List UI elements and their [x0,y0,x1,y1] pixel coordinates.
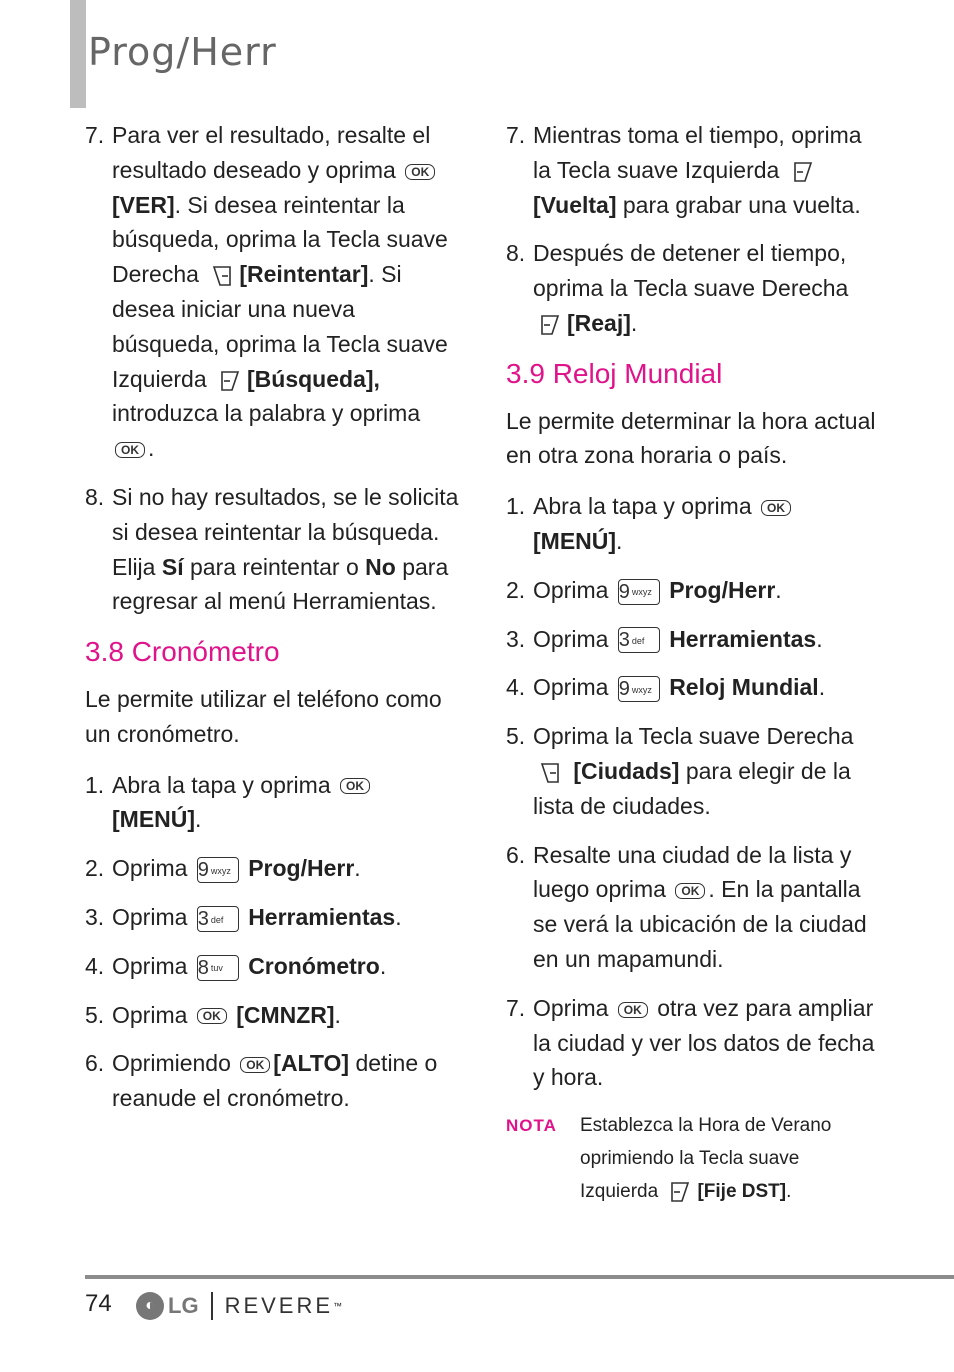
key-9-icon: 9 wxyz [197,857,239,883]
cron-step-6: 6. Oprimiendo OK [ALTO] detine o reanude el cronómetro. [85,1050,438,1112]
header-bar [70,0,86,108]
ok-key-icon: OK [115,442,145,458]
ok-key-icon: OK [618,1002,648,1018]
cron-step-2: 2. Oprima 9 wxyz Prog/Herr. [85,855,361,882]
cron-step-1: 1. Abra la tapa y oprima OK [MENÚ]. [85,768,460,838]
reloj-step-1: 1. Abra la tapa y oprima OK [MENÚ]. [506,489,876,559]
reloj-step-2: 2. Oprima 9 wxyz Prog/Herr. [506,576,782,603]
ok-key-icon: OK [197,1008,227,1024]
brand-logo [136,1289,342,1323]
key-9-icon: 9 wxyz [618,676,660,702]
lg-logo-text: LG [168,1293,199,1318]
section-title-cronometro: 3.8 Cronómetro [85,636,280,668]
left-column [85,118,460,1130]
left-soft-key-icon [219,370,241,392]
key-3-icon: 3 def [197,906,239,932]
ok-key-icon: OK [675,883,705,899]
right-soft-key-icon [211,265,233,287]
logo-separator [211,1292,213,1320]
cron-step-5: 5. Oprima OK [CMNZR]. [85,1001,341,1028]
note-block: NOTA Establezca la Hora de Verano oprimiendo la Tecla suave Izquierda [Fije DST]. [506,1109,876,1208]
key-9-icon: 9 wxyz [618,579,660,605]
left-soft-key-icon [792,161,814,183]
lg-logo-icon: ◐ [136,1292,164,1320]
right-soft-key-icon [539,762,561,784]
right-step-7: 7. Mientras toma el tiempo, oprima la Tecla suave Izquierda [Vuelta] para grabar una vuelta. [506,122,862,218]
cron-step-4: 4. Oprima 8 tuv Cronómetro. [85,952,387,979]
key-8-icon: 8 tuv [197,955,239,981]
brand-name: REVERE [224,1293,334,1318]
ok-key-icon: OK [405,164,435,180]
page-title: Prog/Herr [88,30,277,74]
trademark: ™ [333,1301,343,1311]
reloj-step-7: 7. Oprima OK otra vez para ampliar la ciudad y ver los datos de fecha y hora. [506,994,875,1091]
ok-key-icon: OK [240,1057,270,1073]
right-step-8: 8. Después de detener el tiempo, oprima la Tecla suave Derecha [Reaj]. [506,240,849,336]
reloj-step-6: 6. Resalte una ciudad de la lista y luego oprima OK . En la pantalla se verá la ubicación de la ciudad en un mapamundi. [506,841,867,972]
ok-key-icon: OK [340,778,370,794]
reloj-step-3: 3. Oprima 3 def Herramientas. [506,625,823,652]
key-3-icon: 3 def [618,627,660,653]
section-intro: Le permite determinar la hora actual en otra zona horaria o país. [506,407,876,469]
section-title-reloj-mundial: 3.9 Reloj Mundial [506,357,723,389]
left-step-7: 7. Para ver el resultado, resalte el resultado deseado y oprima OK [VER]. Si desea reintentar la búsqueda, oprima la Tecla suave Derecha [Reintentar]. Si desea iniciar una nueva búsqueda, oprima la Tecla suave Izquierda [Búsqueda], introduzca la palabra y oprima OK . [85,122,448,462]
cron-step-3: 3. Oprima 3 def Herramientas. [85,903,402,930]
right-column [506,118,876,1208]
note-label: NOTA [506,1116,557,1136]
section-intro: Le permite utilizar el teléfono como un cronómetro. [85,685,442,747]
left-step-8: 8. Si no hay resultados, se le solicita si desea reintentar la búsqueda. Elija Sí para reintentar o No para regresar al menú Herramientas. [85,483,459,615]
left-soft-key-icon [669,1181,691,1203]
reloj-step-4: 4. Oprima 9 wxyz Reloj Mundial. [506,674,826,701]
ok-key-icon: OK [761,500,791,516]
footer-divider [85,1275,954,1279]
reloj-step-5: 5. Oprima la Tecla suave Derecha [Ciudads] para elegir de la lista de ciudades. [506,723,854,819]
page-number: 74 [85,1290,112,1317]
right-soft-key-icon [539,314,561,336]
